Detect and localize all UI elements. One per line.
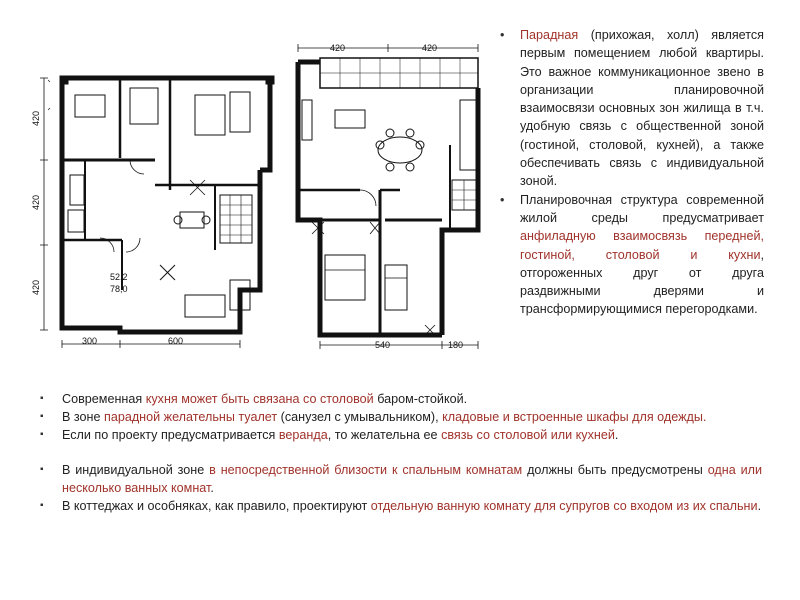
area-label-2: 78,0 xyxy=(110,284,128,294)
text-segment: . xyxy=(210,481,214,495)
text-segment: кладовые и встроенные шкафы для одежды. xyxy=(442,410,707,424)
bottom-bullet-list-2 xyxy=(38,461,762,515)
bottom-text-block xyxy=(38,390,762,515)
text-segment: в непосредственной близости к спальным комнатам xyxy=(209,463,523,477)
text-segment: кухня может быть связана со столовой xyxy=(145,392,374,406)
bullet-planning-structure xyxy=(498,191,764,319)
left-dim-1: 420 xyxy=(31,110,41,126)
text-segment: В коттеджах и особняках, как правило, проектируют xyxy=(62,499,371,513)
text-segment: Если по проекту предусматривается xyxy=(62,428,279,442)
text-segment: Планировочная структура современной жилой среды предусматривает xyxy=(520,192,764,225)
right-text-block xyxy=(498,26,764,319)
bullet-bathrooms xyxy=(38,461,762,497)
text-segment: , отгороженных друг от друга раздвижными дверями и трансформирующимися перегородками. xyxy=(520,247,764,317)
bullet-cottages xyxy=(38,497,762,515)
floor-plans-drawing xyxy=(30,40,490,360)
text-segment: парадной желательны туалет xyxy=(104,410,278,424)
text-segment: В зоне xyxy=(62,410,104,424)
text-segment: В индивидуальной зоне xyxy=(62,463,210,477)
text-segment: (санузел с умывальником), xyxy=(277,410,443,424)
text-segment: связь со столовой или кухней xyxy=(441,428,615,442)
left-plan-dimensions xyxy=(40,78,240,348)
text-segment: . xyxy=(614,428,619,442)
text-segment: анфиладную взаимосвязь передней, гостиной, столовой и кухни xyxy=(520,229,764,262)
text-segment: веранда xyxy=(278,428,328,442)
left-dim-2: 420 xyxy=(31,194,41,210)
text-segment: (прихожая, холл) является первым помещением любой квартиры. Это важное коммуникационное звено в организации планировочной взаимосвязи основных зон жилища в т.ч. удобную связь с общественной зоной (гостиной, столовой, кухней), а также обеспечивать связь с индивидуальной зоной. xyxy=(520,28,764,189)
floor-plans-figure xyxy=(30,40,490,360)
bullet-toilet xyxy=(38,408,762,426)
left-dim-5: 600 xyxy=(168,336,184,346)
text-segment: баром-стойкой. xyxy=(373,392,468,406)
right-dim-1: 420 xyxy=(330,43,346,53)
text-segment: Парадная xyxy=(520,28,579,42)
text-segment: одна или несколько ванных комнат xyxy=(62,463,763,495)
text-segment: должны быть предусмотрены xyxy=(522,463,708,477)
right-bullet-list xyxy=(498,26,764,319)
text-segment: . xyxy=(757,499,762,513)
right-dim-3: 540 xyxy=(375,340,391,350)
right-dim-4: 180 xyxy=(448,340,464,350)
left-dim-4: 300 xyxy=(82,336,98,346)
bullet-foyer xyxy=(498,26,764,191)
area-label-1: 52,2 xyxy=(110,272,128,282)
bullet-kitchen xyxy=(38,390,762,408)
bottom-bullet-list xyxy=(38,390,762,444)
left-dim-3: 420 xyxy=(31,279,41,295)
right-floor-plan xyxy=(298,58,478,335)
text-segment: Современная xyxy=(62,392,146,406)
right-dim-2: 420 xyxy=(422,43,438,53)
text-segment: отдельную ванную комнату для супругов со входом из их спальни xyxy=(370,499,758,513)
text-segment: , то желательна ее xyxy=(327,428,442,442)
spacer xyxy=(38,444,762,461)
left-floor-plan xyxy=(60,76,274,332)
bullet-veranda xyxy=(38,426,762,444)
